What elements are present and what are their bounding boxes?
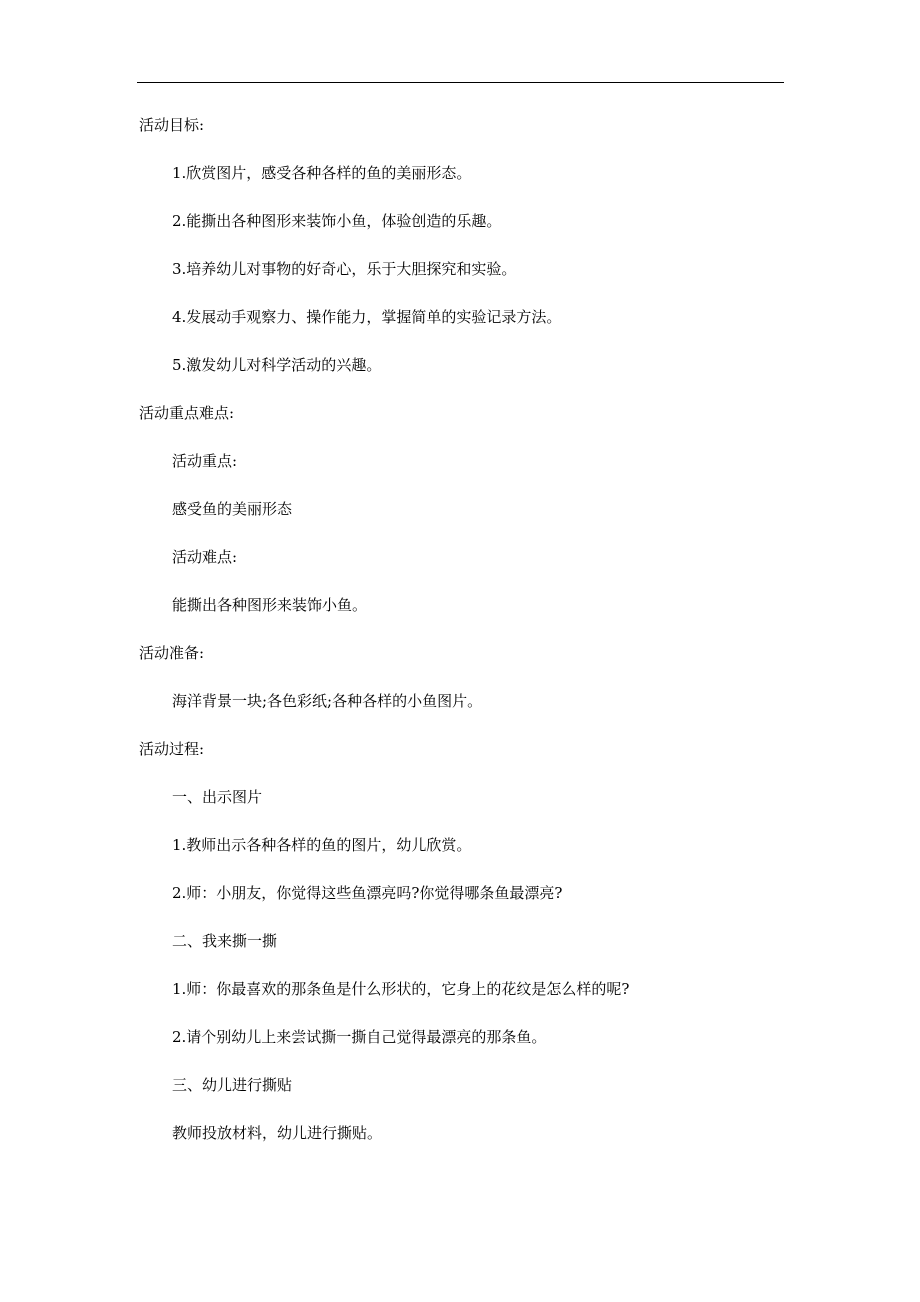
goal-item-4: 4.发展动手观察力、操作能力，掌握简单的实验记录方法。: [172, 308, 562, 326]
process-step-1-item-2: 2.师：小朋友，你觉得这些鱼漂亮吗?你觉得哪条鱼最漂亮?: [172, 884, 563, 902]
goal-item-3: 3.培养幼儿对事物的好奇心，乐于大胆探究和实验。: [172, 260, 517, 278]
process-step-1-title: 一、出示图片: [172, 788, 263, 806]
goal-item-5: 5.激发幼儿对科学活动的兴趣。: [172, 356, 382, 374]
heading-process: 活动过程:: [139, 740, 205, 758]
process-step-2-title: 二、我来撕一撕: [172, 932, 278, 950]
preparation-text: 海洋背景一块;各色彩纸;各种各样的小鱼图片。: [172, 692, 483, 710]
subheading-difficulty: 活动难点:: [172, 548, 238, 566]
goal-item-1: 1.欣赏图片，感受各种各样的鱼的美丽形态。: [172, 164, 472, 182]
heading-goals: 活动目标:: [139, 116, 205, 134]
header-rule: [137, 82, 784, 83]
goal-item-2: 2.能撕出各种图形来装饰小鱼，体验创造的乐趣。: [172, 212, 502, 230]
subheading-focus: 活动重点:: [172, 452, 238, 470]
process-step-2-item-2: 2.请个别幼儿上来尝试撕一撕自己觉得最漂亮的那条鱼。: [172, 1028, 547, 1046]
process-step-2-item-1: 1.师：你最喜欢的那条鱼是什么形状的，它身上的花纹是怎么样的呢?: [172, 980, 630, 998]
process-step-3-item-1: 教师投放材料，幼儿进行撕贴。: [172, 1124, 383, 1142]
process-step-1-item-1: 1.教师出示各种各样的鱼的图片，幼儿欣赏。: [172, 836, 472, 854]
heading-preparation: 活动准备:: [139, 644, 205, 662]
difficulty-text: 能撕出各种图形来装饰小鱼。: [172, 596, 368, 614]
process-step-3-title: 三、幼儿进行撕贴: [172, 1076, 293, 1094]
heading-key-points: 活动重点难点:: [139, 404, 235, 422]
focus-text: 感受鱼的美丽形态: [172, 500, 293, 518]
